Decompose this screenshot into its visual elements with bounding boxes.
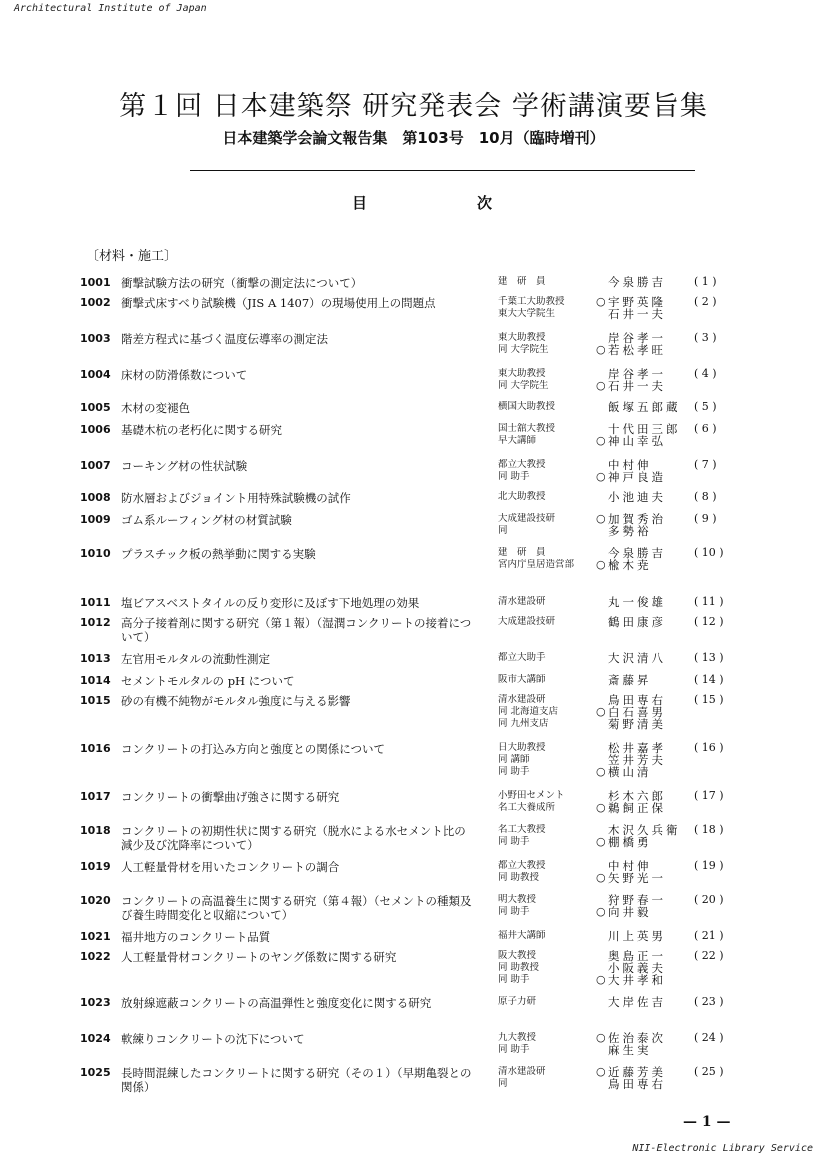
entry-authors (498, 1032, 760, 1056)
entry-title: 人工軽量骨材コンクリートのヤング係数に関する研究 (121, 950, 397, 964)
header-institution: Architectural Institute of Japan (14, 3, 207, 14)
author-name: 佐治泰次 (608, 1032, 666, 1044)
entry-number: 1012 (80, 616, 111, 629)
entry-number: 1025 (80, 1066, 111, 1079)
entry-number: 1001 (80, 276, 111, 289)
author-affiliation: 同 講師 (498, 754, 530, 765)
footer-service: NII-Electronic Library Service (632, 1143, 813, 1154)
author-affiliation: 小野田セメント (498, 790, 565, 801)
author-name: 斎藤昇 (608, 674, 652, 686)
entry-title: 砂の有機不純物がモルタル強度に与える影響 (121, 694, 351, 708)
entry-authors (498, 1066, 760, 1090)
author-affiliation: 同 北海道支店 (498, 706, 559, 717)
author-affiliation: 大成建設技研 (498, 616, 556, 627)
author-name: 加賀秀治 (608, 513, 666, 525)
author-name: 石井一夫 (608, 380, 666, 392)
author-name: 大沢清八 (608, 652, 666, 664)
presenter-mark: ○ (596, 765, 606, 778)
author-name: 木沢久兵衛 (608, 824, 681, 836)
entry-title: 木材の変褪色 (121, 401, 190, 415)
entry-number: 1020 (80, 894, 111, 907)
author-name: 小阪義夫 (608, 962, 666, 974)
author-affiliation: 北大助教授 (498, 491, 546, 502)
toc-heading-char-2: 次 (476, 194, 492, 212)
author-row (498, 401, 760, 413)
entry-authors (498, 401, 760, 413)
author-name: 中村伸 (608, 459, 652, 471)
author-name: 松井嘉孝 (608, 742, 666, 754)
author-affiliation: 福井大講師 (498, 930, 546, 941)
author-name: 鳥田専右 (608, 694, 666, 706)
author-name: 多勢裕 (608, 525, 652, 537)
entry-number: 1018 (80, 824, 111, 837)
author-affiliation: 都立大助手 (498, 652, 546, 663)
author-row (498, 1066, 760, 1078)
author-name: 白石喜男 (608, 706, 666, 718)
author-affiliation: 千葉工大助教授 (498, 296, 565, 307)
entry-title: 左官用モルタルの流動性測定 (121, 652, 271, 666)
entry-number: 1021 (80, 930, 111, 943)
entry-authors (498, 368, 760, 392)
author-row (498, 1044, 760, 1056)
author-name: 大岸佐吉 (608, 996, 666, 1008)
entry-title: 床材の防滑係数について (121, 368, 248, 382)
entry-authors (498, 596, 760, 608)
entry-page-number: ( 17 ) (694, 789, 724, 802)
entry-title: 軟練りコンクリートの沈下について (121, 1032, 305, 1046)
author-row (498, 872, 760, 884)
author-affiliation: 同 助手 (498, 1044, 530, 1055)
author-affiliation: 東大助教授 (498, 368, 546, 379)
entry-title: 衝撃試験方法の研究（衝撃の測定法について） (121, 276, 363, 290)
entry-number: 1003 (80, 332, 111, 345)
entry-number: 1022 (80, 950, 111, 963)
entry-authors (498, 694, 760, 730)
entry-title: 衝撃式床すべり試験機（JIS A 1407）の現場使用上の問題点 (121, 296, 436, 310)
entry-number: 1016 (80, 742, 111, 755)
entry-title: 防水層およびジョイント用特殊試験機の試作 (121, 491, 351, 505)
author-row (498, 471, 760, 483)
entry-page-number: ( 13 ) (694, 651, 724, 664)
entry-page-number: ( 10 ) (694, 546, 724, 559)
entry-authors (498, 423, 760, 447)
author-row (498, 368, 760, 380)
entry-title: コンクリートの高温養生に関する研究（第４報）（セメントの種類及び養生時間変化と収縮について） (121, 894, 472, 922)
presenter-mark: ○ (596, 705, 606, 718)
author-row (498, 559, 760, 571)
author-row (498, 525, 760, 537)
entry-number: 1005 (80, 401, 111, 414)
author-row (498, 906, 760, 918)
entry-page-number: ( 14 ) (694, 673, 724, 686)
author-name: 中村伸 (608, 860, 652, 872)
entry-number: 1024 (80, 1032, 111, 1045)
author-affiliation: 同 助手 (498, 974, 530, 985)
author-affiliation: 東大大学院生 (498, 308, 556, 319)
author-affiliation: 名工大教授 (498, 824, 546, 835)
entry-title: 階差方程式に基づく温度伝導率の測定法 (121, 332, 328, 346)
author-affiliation: 九大教授 (498, 1032, 537, 1043)
entry-page-number: ( 11 ) (694, 595, 724, 608)
author-row (498, 824, 760, 836)
entry-title: コーキング材の性状試験 (121, 459, 248, 473)
author-affiliation: 明大教授 (498, 894, 537, 905)
author-name: 石井一夫 (608, 308, 666, 320)
author-affiliation: 同 助手 (498, 766, 530, 777)
title-rule (190, 170, 695, 171)
author-row (498, 491, 760, 503)
author-row (498, 652, 760, 664)
entry-authors (498, 860, 760, 884)
entry-page-number: ( 9 ) (694, 512, 717, 525)
entry-number: 1015 (80, 694, 111, 707)
author-row (498, 1032, 760, 1044)
author-affiliation: 同 (498, 525, 508, 536)
author-name: 菊野清美 (608, 718, 666, 730)
entry-title: コンクリートの初期性状に関する研究（脱水による水セメント比の減少及び沈降率について） (121, 824, 466, 852)
section-heading: 〔材料・施工〕 (86, 249, 178, 264)
entry-number: 1006 (80, 423, 111, 436)
entry-authors (498, 652, 760, 664)
author-row (498, 296, 760, 308)
author-affiliation: 同 助教授 (498, 962, 540, 973)
author-affiliation: 清水建設研 (498, 694, 546, 705)
author-row (498, 276, 760, 288)
presenter-mark: ○ (596, 379, 606, 392)
entry-authors (498, 742, 760, 778)
entry-page-number: ( 1 ) (694, 275, 717, 288)
author-row (498, 344, 760, 356)
author-row (498, 308, 760, 320)
entry-authors (498, 930, 760, 942)
author-name: 向井毅 (608, 906, 652, 918)
author-name: 笠井芳夫 (608, 754, 666, 766)
author-row (498, 930, 760, 942)
author-affiliation: 原子力研 (498, 996, 537, 1007)
author-affiliation: 国士舘大教授 (498, 423, 556, 434)
entry-page-number: ( 5 ) (694, 400, 717, 413)
entry-title: 人工軽量骨材を用いたコンクリートの調合 (121, 860, 340, 874)
author-row (498, 962, 760, 974)
entry-title: コンクリートの衝撃曲げ強さに関する研究 (121, 790, 340, 804)
author-affiliation: 大成建設技研 (498, 513, 556, 524)
entry-number: 1011 (80, 596, 111, 609)
author-affiliation: 横国大助教授 (498, 401, 556, 412)
entry-authors (498, 547, 760, 571)
entry-page-number: ( 25 ) (694, 1065, 724, 1078)
entry-title: セメントモルタルの pH について (121, 674, 295, 688)
presenter-mark: ○ (596, 343, 606, 356)
author-row (498, 547, 760, 559)
author-affiliation: 宮内庁皇居造営部 (498, 559, 575, 570)
author-affiliation: 同 助手 (498, 906, 530, 917)
author-name: 矢野光一 (608, 872, 666, 884)
author-row (498, 742, 760, 754)
presenter-mark: ○ (596, 1031, 606, 1044)
author-name: 岸谷孝一 (608, 332, 666, 344)
entry-authors (498, 296, 760, 320)
entry-number: 1010 (80, 547, 111, 560)
entry-authors (498, 616, 760, 628)
author-row (498, 996, 760, 1008)
entry-page-number: ( 15 ) (694, 693, 724, 706)
entry-title: 高分子接着剤に関する研究（第１報）（湿潤コンクリートの接着について） (121, 616, 472, 644)
presenter-mark: ○ (596, 470, 606, 483)
entry-page-number: ( 12 ) (694, 615, 724, 628)
entry-title: コンクリートの打込み方向と強度との関係について (121, 742, 386, 756)
author-affiliation: 日大助教授 (498, 742, 546, 753)
presenter-mark: ○ (596, 905, 606, 918)
presenter-mark: ○ (596, 1065, 606, 1078)
author-affiliation: 都立大教授 (498, 459, 546, 470)
entry-authors (498, 459, 760, 483)
entry-page-number: ( 3 ) (694, 331, 717, 344)
author-name: 神戸良造 (608, 471, 666, 483)
entry-title: 基礎木杭の老朽化に関する研究 (121, 423, 282, 437)
entry-authors (498, 996, 760, 1008)
author-affiliation: 同 助手 (498, 471, 530, 482)
author-row (498, 974, 760, 986)
author-row (498, 860, 760, 872)
entry-page-number: ( 8 ) (694, 490, 717, 503)
author-affiliation: 東大助教授 (498, 332, 546, 343)
presenter-mark: ○ (596, 434, 606, 447)
author-name: 川上英男 (608, 930, 666, 942)
entry-page-number: ( 7 ) (694, 458, 717, 471)
presenter-mark: ○ (596, 558, 606, 571)
entry-page-number: ( 24 ) (694, 1031, 724, 1044)
entry-authors (498, 790, 760, 814)
entry-authors (498, 276, 760, 288)
author-affiliation: 同 助教授 (498, 872, 540, 883)
author-row (498, 596, 760, 608)
presenter-mark: ○ (596, 295, 606, 308)
author-row (498, 513, 760, 525)
entry-number: 1007 (80, 459, 111, 472)
author-row (498, 674, 760, 686)
presenter-mark: ○ (596, 871, 606, 884)
author-name: 今泉勝吉 (608, 547, 666, 559)
author-name: 大井孝和 (608, 974, 666, 986)
entry-page-number: ( 21 ) (694, 929, 724, 942)
author-name: 飯塚五郎蔵 (608, 401, 681, 413)
entry-authors (498, 332, 760, 356)
entry-authors (498, 491, 760, 503)
entry-number: 1017 (80, 790, 111, 803)
presenter-mark: ○ (596, 973, 606, 986)
author-name: 今泉勝吉 (608, 276, 666, 288)
entry-page-number: ( 20 ) (694, 893, 724, 906)
entry-page-number: ( 23 ) (694, 995, 724, 1008)
entry-page-number: ( 4 ) (694, 367, 717, 380)
entry-number: 1014 (80, 674, 111, 687)
author-name: 十代田三郎 (608, 423, 681, 435)
author-name: 宇野英隆 (608, 296, 666, 308)
author-affiliation: 同 (498, 1078, 508, 1089)
author-row (498, 459, 760, 471)
author-name: 杉木六郎 (608, 790, 666, 802)
author-row (498, 754, 760, 766)
entry-authors (498, 894, 760, 918)
author-name: 鳥田専右 (608, 1078, 666, 1090)
entry-page-number: ( 16 ) (694, 741, 724, 754)
author-affiliation: 建 研 員 (498, 276, 546, 287)
author-row (498, 790, 760, 802)
presenter-mark: ○ (596, 801, 606, 814)
author-affiliation: 阪大教授 (498, 950, 537, 961)
page-subtitle: 日本建築学会論文報告集 第103号 10月（臨時増刊） (222, 129, 605, 147)
author-row (498, 616, 760, 628)
entry-number: 1023 (80, 996, 111, 1009)
author-row (498, 423, 760, 435)
entry-page-number: ( 19 ) (694, 859, 724, 872)
entry-number: 1019 (80, 860, 111, 873)
entry-title: プラスチック板の熱挙動に関する実験 (121, 547, 316, 561)
author-name: 鶴田康彦 (608, 616, 666, 628)
presenter-mark: ○ (596, 835, 606, 848)
author-name: 岸谷孝一 (608, 368, 666, 380)
author-affiliation: 早大講師 (498, 435, 537, 446)
entry-page-number: ( 18 ) (694, 823, 724, 836)
toc-heading-char-1: 目 (352, 194, 368, 212)
entry-number: 1013 (80, 652, 111, 665)
page-title: 第１回 日本建築祭 研究発表会 学術講演要旨集 (119, 91, 708, 122)
author-name: 丸一俊雄 (608, 596, 666, 608)
entry-number: 1008 (80, 491, 111, 504)
entry-title: 福井地方のコンクリート品質 (121, 930, 271, 944)
author-row (498, 694, 760, 706)
author-name: 神山幸弘 (608, 435, 666, 447)
author-affiliation: 清水建設研 (498, 596, 546, 607)
author-name: 小池迪夫 (608, 491, 666, 503)
presenter-mark: ○ (596, 512, 606, 525)
author-name: 近藤芳美 (608, 1066, 666, 1078)
author-name: 奥島正一 (608, 950, 666, 962)
toc-heading (352, 192, 492, 213)
author-name: 狩野春一 (608, 894, 666, 906)
entry-page-number: ( 6 ) (694, 422, 717, 435)
entry-number: 1002 (80, 296, 111, 309)
author-name: 棚橋勇 (608, 836, 652, 848)
author-row (498, 802, 760, 814)
entry-authors (498, 824, 760, 848)
author-affiliation: 同 大学院生 (498, 344, 549, 355)
author-name: 楡木尭 (608, 559, 652, 571)
page-number: — 1 — (683, 1114, 731, 1130)
author-row (498, 894, 760, 906)
entry-title: ゴム系ルーフィング材の材質試験 (121, 513, 292, 527)
author-row (498, 380, 760, 392)
author-row (498, 950, 760, 962)
author-row (498, 435, 760, 447)
author-affiliation: 名工大養成所 (498, 802, 556, 813)
author-row (498, 836, 760, 848)
entry-authors (498, 950, 760, 986)
entry-authors (498, 674, 760, 686)
author-affiliation: 阪市大講師 (498, 674, 546, 685)
author-row (498, 766, 760, 778)
author-affiliation: 建 研 員 (498, 547, 546, 558)
entry-title: 長時間混練したコンクリートに関する研究（その１）（早期亀裂との関係） (121, 1066, 472, 1094)
author-name: 麻生実 (608, 1044, 652, 1056)
entry-authors (498, 513, 760, 537)
author-name: 横山清 (608, 766, 652, 778)
entry-page-number: ( 22 ) (694, 949, 724, 962)
entry-title: 放射線遮蔽コンクリートの高温弾性と強度変化に関する研究 (121, 996, 432, 1010)
author-row (498, 706, 760, 718)
author-name: 若松孝旺 (608, 344, 666, 356)
author-affiliation: 同 助手 (498, 836, 530, 847)
author-affiliation: 同 九州支店 (498, 718, 549, 729)
author-row (498, 1078, 760, 1090)
entry-title: 塩ビアスベストタイルの反り変形に及ぼす下地処理の効果 (121, 596, 420, 610)
author-row (498, 718, 760, 730)
author-affiliation: 同 大学院生 (498, 380, 549, 391)
author-name: 鵜飼正保 (608, 802, 666, 814)
author-affiliation: 都立大教授 (498, 860, 546, 871)
entry-number: 1004 (80, 368, 111, 381)
author-affiliation: 清水建設研 (498, 1066, 546, 1077)
author-row (498, 332, 760, 344)
entry-page-number: ( 2 ) (694, 295, 717, 308)
entry-number: 1009 (80, 513, 111, 526)
